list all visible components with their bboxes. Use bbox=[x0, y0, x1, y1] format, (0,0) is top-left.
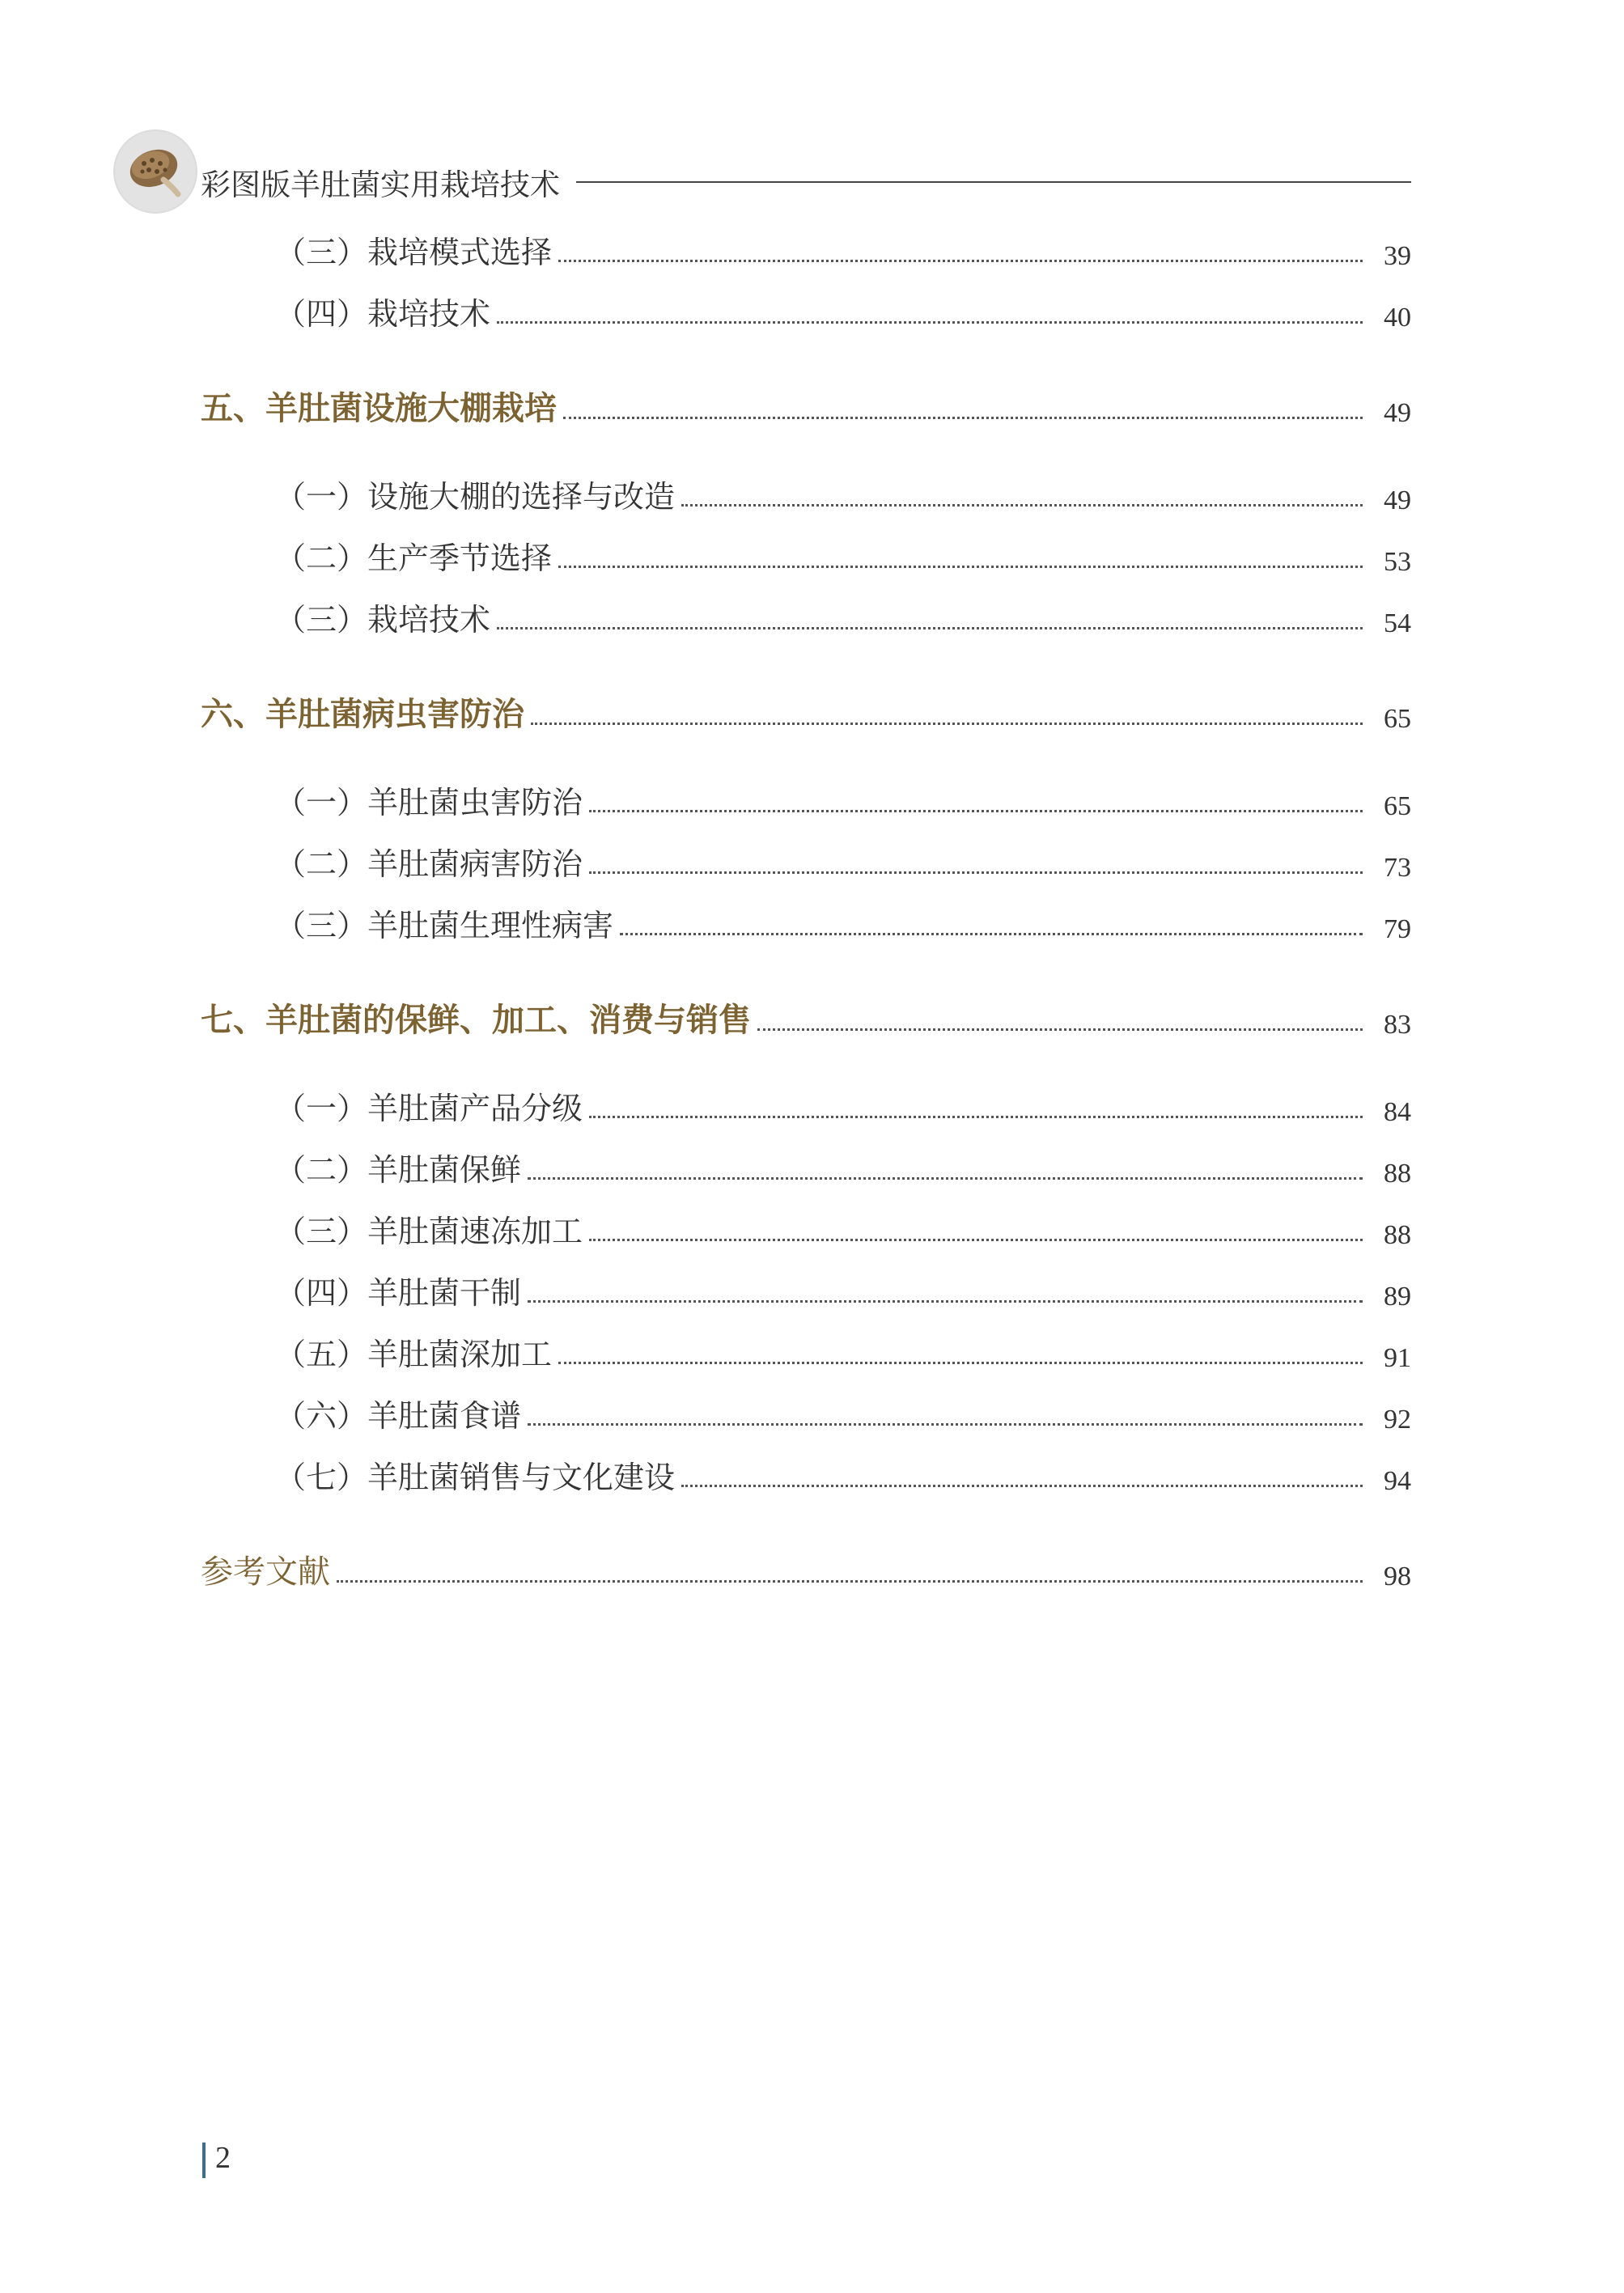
toc-entry[interactable] bbox=[275, 1083, 1411, 1128]
toc-entry-label: （四）羊肚菌干制 bbox=[275, 1275, 522, 1311]
dot-leader bbox=[558, 260, 1363, 262]
dot-leader bbox=[620, 933, 1363, 935]
toc-entry-label: （四）栽培技术 bbox=[275, 296, 491, 332]
dot-leader bbox=[681, 1485, 1363, 1487]
toc-entry-label: （二）羊肚菌病害防治 bbox=[275, 846, 583, 882]
toc-entry-label: （七）羊肚菌销售与文化建设 bbox=[275, 1460, 676, 1495]
toc-entry[interactable] bbox=[201, 384, 1411, 429]
toc-entry-label: 七、羊肚菌的保鲜、加工、消费与销售 bbox=[201, 1002, 751, 1039]
dot-leader bbox=[589, 871, 1363, 874]
toc-entry[interactable] bbox=[275, 532, 1411, 578]
toc-page-number: 65 bbox=[1384, 704, 1411, 734]
dot-leader bbox=[589, 810, 1363, 812]
toc-entry[interactable] bbox=[275, 1267, 1411, 1312]
toc-entry[interactable] bbox=[275, 838, 1411, 884]
dot-leader bbox=[528, 1177, 1363, 1180]
toc-entry-label: （三）羊肚菌速冻加工 bbox=[275, 1214, 583, 1249]
toc-entry-label: 参考文献 bbox=[201, 1553, 330, 1591]
toc-page-number: 49 bbox=[1384, 398, 1411, 428]
toc-entry-label: （三）羊肚菌生理性病害 bbox=[275, 908, 614, 943]
toc-entry[interactable] bbox=[201, 995, 1411, 1041]
toc-page-number: 88 bbox=[1384, 1220, 1411, 1250]
toc-page-number: 89 bbox=[1384, 1282, 1411, 1312]
dot-leader bbox=[558, 1362, 1363, 1364]
toc-page-number: 49 bbox=[1384, 485, 1411, 515]
morel-mushroom-icon bbox=[113, 129, 197, 214]
page-header bbox=[113, 128, 1408, 217]
toc-entry[interactable] bbox=[275, 1329, 1411, 1374]
toc-entry-label: （五）羊肚菌深加工 bbox=[275, 1337, 553, 1372]
toc-page-number: 39 bbox=[1384, 241, 1411, 271]
toc-page-number: 73 bbox=[1384, 853, 1411, 883]
header-rule bbox=[576, 181, 1411, 183]
dot-leader bbox=[528, 1423, 1363, 1426]
toc-entry[interactable] bbox=[275, 471, 1411, 516]
toc-page-number: 65 bbox=[1384, 791, 1411, 821]
toc-entry[interactable] bbox=[275, 1390, 1411, 1435]
toc-entry-label: （一）羊肚菌虫害防治 bbox=[275, 785, 583, 820]
toc-entry[interactable] bbox=[201, 689, 1411, 735]
toc-entry[interactable] bbox=[275, 1206, 1411, 1251]
toc-page-number: 92 bbox=[1384, 1405, 1411, 1435]
dot-leader bbox=[589, 1239, 1363, 1241]
dot-leader bbox=[558, 566, 1363, 568]
toc-entry[interactable] bbox=[275, 900, 1411, 945]
dot-leader bbox=[497, 321, 1363, 324]
dot-leader bbox=[497, 627, 1363, 629]
toc-entry[interactable] bbox=[275, 594, 1411, 639]
toc-entry-label: （三）栽培模式选择 bbox=[275, 235, 553, 270]
toc-entry-label: （一）设施大棚的选择与改造 bbox=[275, 479, 676, 515]
toc-entry-label: （二）羊肚菌保鲜 bbox=[275, 1152, 522, 1188]
page-number: 2 bbox=[215, 2141, 231, 2175]
toc-page-number: 94 bbox=[1384, 1466, 1411, 1496]
toc-page-number: 84 bbox=[1384, 1097, 1411, 1127]
toc-page-number: 91 bbox=[1384, 1343, 1411, 1373]
toc-page-number: 88 bbox=[1384, 1159, 1411, 1189]
toc-entry[interactable] bbox=[275, 227, 1411, 272]
dot-leader bbox=[757, 1028, 1363, 1031]
toc-entry-label: （一）羊肚菌产品分级 bbox=[275, 1091, 583, 1126]
toc-entry[interactable] bbox=[275, 1452, 1411, 1497]
dot-leader bbox=[531, 723, 1363, 725]
toc-entry-label: （三）栽培技术 bbox=[275, 602, 491, 638]
toc-page-number: 98 bbox=[1384, 1562, 1411, 1592]
toc-entry-label: （二）生产季节选择 bbox=[275, 540, 553, 576]
toc-entry-label: （六）羊肚菌食谱 bbox=[275, 1398, 522, 1434]
book-title: 彩图版羊肚菌实用栽培技术 bbox=[201, 167, 560, 202]
toc-entry[interactable] bbox=[275, 288, 1411, 333]
toc-page-number: 79 bbox=[1384, 914, 1411, 944]
toc-entry[interactable] bbox=[275, 777, 1411, 822]
toc-page-number: 83 bbox=[1384, 1010, 1411, 1040]
dot-leader bbox=[589, 1116, 1363, 1118]
footer-accent-bar bbox=[202, 2143, 206, 2178]
toc-page-number: 53 bbox=[1384, 547, 1411, 577]
dot-leader bbox=[528, 1300, 1363, 1303]
dot-leader bbox=[337, 1580, 1363, 1583]
toc-entry[interactable] bbox=[275, 1144, 1411, 1189]
dot-leader bbox=[563, 417, 1363, 419]
dot-leader bbox=[681, 504, 1363, 506]
toc-page-number: 54 bbox=[1384, 608, 1411, 638]
toc-entry-label: 五、羊肚菌设施大棚栽培 bbox=[201, 390, 557, 427]
toc-page-number: 40 bbox=[1384, 303, 1411, 333]
toc-entry-label: 六、羊肚菌病虫害防治 bbox=[201, 696, 524, 733]
toc-entry[interactable] bbox=[201, 1547, 1411, 1592]
